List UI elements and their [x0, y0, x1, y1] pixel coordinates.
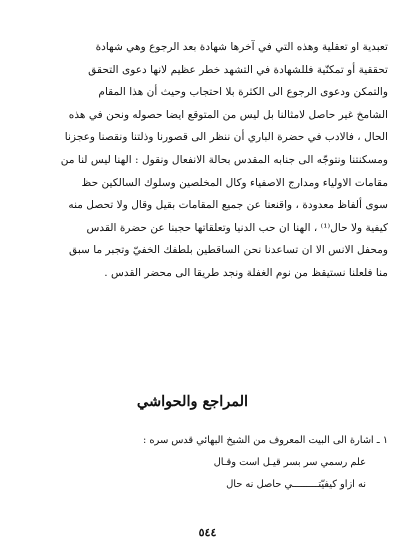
body-line: الشامخ غير حاصل لامثالنا بل ليس من المتوقع ايضا حصوله ونحن في هذه	[68, 108, 388, 121]
body-line: كيفية ولا حال⁽¹⁾ ، الهنا ان حب الدنيا وتعلقاتها حجبنا عن حضرة القدس	[86, 221, 388, 234]
body-line: والتمكن ودعوى الرجوع الى الكثرة بلا احتجاب وحيث أن هذا المقام	[98, 86, 388, 99]
body-line: الحال ، فالادب في حضرة الباري أن ننظر الى قصورنا وذلتنا ونقصنا وعجزنا	[64, 131, 388, 144]
body-line: منا فلعلنا نستيقظ من نوم الغفلة ونجد طريقا الى محضر القدس .	[104, 266, 388, 279]
body-line: مقامات الاولياء ومدارج الاصفياء وكال المخلصين وسلوك السالكين حظ	[81, 176, 388, 189]
body-line: ومحفل الانس الا ان تساعدنا نحن الساقطين بلطفك الخفيّ وتجبر ما سبق	[69, 244, 388, 257]
body-paragraph	[32, 36, 388, 285]
body-line: تعبدية او تعقلية وهذه التي في آخرها شهادة بعد الرجوع وهي شهادة	[95, 41, 388, 53]
footnotes	[40, 430, 388, 496]
page-number: ٥٤٤	[198, 526, 217, 539]
footnote-verse-line: نه ازاو كيفيّتـــــــــي حاصل نه حال	[226, 479, 366, 490]
references-heading: المراجع والحواشي	[136, 393, 249, 410]
footnote-intro: ١ ـ اشارة الى البيت المعروف من الشيخ البهائي قدس سره :	[143, 435, 388, 446]
body-line: ومسكنتنا ونتوجّه الى جنابه المقدس بحالة الانفعال ونقول : الهنا ليس لنا من	[60, 153, 388, 166]
body-line: سوى ألفاظ معدودة ، واقنعنا عن جميع المقامات بقيل وقال ولا تحصل منه	[68, 199, 388, 212]
footnote-verse-line: علم رسمي سر بسر قيـل است وقـال	[213, 457, 366, 468]
body-line: تحققية أو تمكنّية فللشهادة في التشهد خطر عظيم لانها دعوى التحقق	[88, 63, 388, 76]
